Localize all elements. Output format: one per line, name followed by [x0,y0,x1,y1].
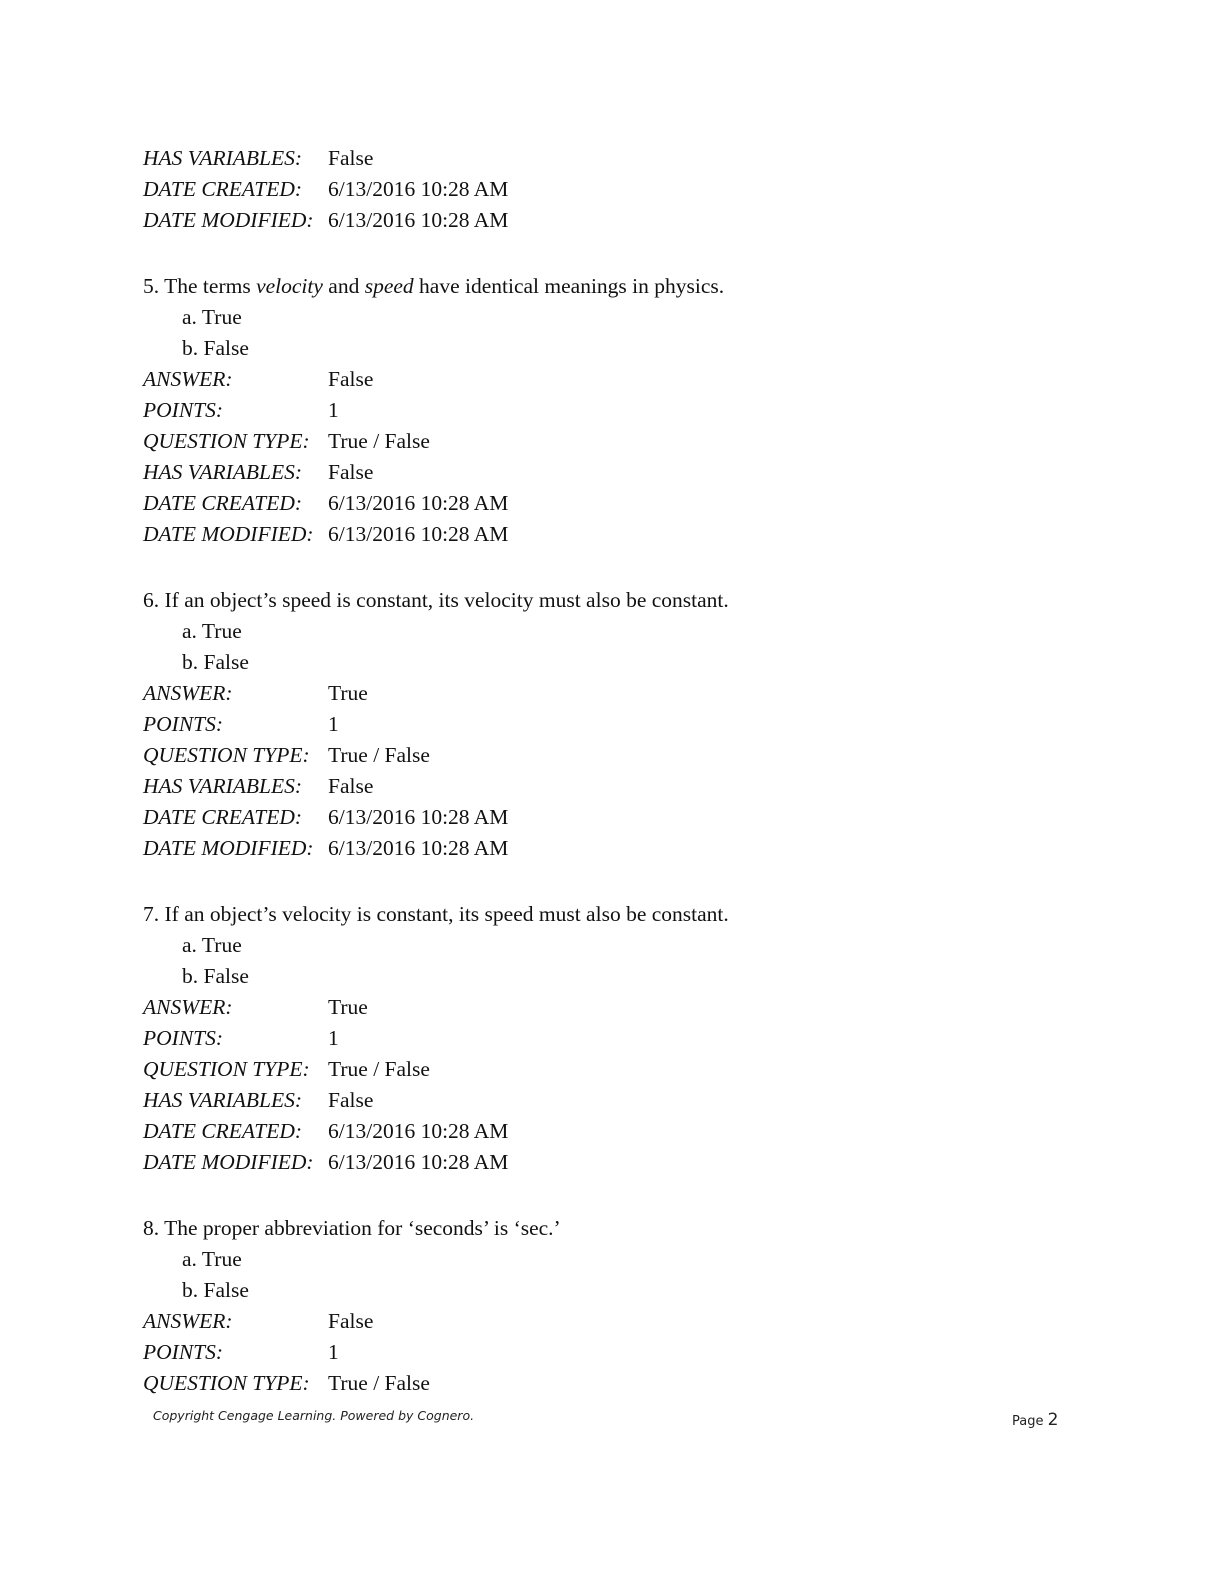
meta-value: True / False [328,1057,430,1081]
meta-label: HAS VARIABLES: [143,460,303,484]
meta-label: QUESTION TYPE: [143,429,310,453]
meta-row [143,833,1103,864]
meta-value: False [328,774,374,798]
meta-value: 6/13/2016 10:28 AM [328,491,509,515]
answer-option: b. False [182,964,249,988]
meta-label: DATE CREATED: [143,177,303,201]
meta-label: ANSWER: [143,1309,233,1333]
meta-label: HAS VARIABLES: [143,146,303,170]
meta-label: DATE MODIFIED: [143,1150,314,1174]
meta-value: 6/13/2016 10:28 AM [328,836,509,860]
meta-row [143,740,1103,771]
italic-term: velocity [256,274,323,298]
meta-row [143,1337,1103,1368]
meta-value: True / False [328,1371,430,1395]
answer-option: b. False [182,336,249,360]
meta-label: POINTS: [143,712,224,736]
meta-label: ANSWER: [143,681,233,705]
answer-option: a. True [182,305,242,329]
meta-value: 1 [328,712,339,736]
meta-label: DATE CREATED: [143,491,303,515]
meta-value: False [328,367,374,391]
meta-label: ANSWER: [143,995,233,1019]
meta-row [143,1085,1103,1116]
meta-value: 6/13/2016 10:28 AM [328,522,509,546]
question-block [143,585,1103,864]
meta-row [143,395,1103,426]
meta-row [143,519,1103,550]
meta-label: ANSWER: [143,367,233,391]
meta-value: 1 [328,398,339,422]
question-block [143,899,1103,1178]
meta-row [143,1023,1103,1054]
meta-value: 6/13/2016 10:28 AM [328,177,509,201]
meta-row [143,205,1103,236]
meta-row [143,174,1103,205]
question-block [143,271,1103,550]
question-text: 6. If an object’s speed is constant, its velocity must also be constant. [143,588,729,612]
meta-value: 6/13/2016 10:28 AM [328,1150,509,1174]
meta-row [143,1368,1103,1399]
meta-value: 1 [328,1026,339,1050]
meta-row [143,143,1103,174]
meta-row [143,992,1103,1023]
meta-label: POINTS: [143,398,224,422]
meta-label: HAS VARIABLES: [143,1088,303,1112]
question-text: 8. The proper abbreviation for ‘seconds’ is ‘sec.’ [143,1216,561,1240]
meta-value: False [328,460,374,484]
meta-label: DATE CREATED: [143,1119,303,1143]
question-text: 5. The terms velocity and speed have identical meanings in physics. [143,274,725,298]
page-number: 2 [1047,1410,1059,1430]
answer-option: a. True [182,933,242,957]
meta-label: QUESTION TYPE: [143,743,310,767]
question-text: 7. If an object’s velocity is constant, its speed must also be constant. [143,902,729,926]
meta-value: False [328,1309,374,1333]
meta-row [143,1116,1103,1147]
meta-value: 1 [328,1340,339,1364]
page-number-footer [1012,1410,1058,1430]
meta-row [143,426,1103,457]
italic-term: speed [364,274,414,298]
question-number: 8. [143,1216,160,1240]
meta-value: False [328,1088,374,1112]
answer-option: b. False [182,650,249,674]
question-number: 7. [143,902,160,926]
page-label: Page [1012,1414,1044,1429]
meta-row [143,457,1103,488]
meta-value: True [328,681,368,705]
meta-label: POINTS: [143,1026,224,1050]
meta-label: DATE MODIFIED: [143,208,314,232]
meta-row [143,771,1103,802]
meta-row [143,709,1103,740]
meta-label: DATE MODIFIED: [143,522,314,546]
question-number: 5. [143,274,160,298]
meta-label: QUESTION TYPE: [143,1057,310,1081]
meta-row [143,364,1103,395]
meta-row [143,678,1103,709]
meta-row [143,1054,1103,1085]
page-content [143,143,1103,1399]
meta-value: True / False [328,743,430,767]
meta-row [143,1147,1103,1178]
meta-label: QUESTION TYPE: [143,1371,310,1395]
copyright-footer: Copyright Cengage Learning. Powered by Cognero. [153,1408,475,1423]
question-block [143,1213,1103,1399]
meta-row [143,488,1103,519]
meta-label: HAS VARIABLES: [143,774,303,798]
meta-label: DATE CREATED: [143,805,303,829]
meta-value: True [328,995,368,1019]
question-number: 6. [143,588,160,612]
meta-value: 6/13/2016 10:28 AM [328,208,509,232]
meta-row [143,1306,1103,1337]
answer-option: a. True [182,619,242,643]
answer-option: b. False [182,1278,249,1302]
meta-label: DATE MODIFIED: [143,836,314,860]
top-meta-block [143,143,1103,236]
meta-value: True / False [328,429,430,453]
answer-option: a. True [182,1247,242,1271]
meta-value: False [328,146,374,170]
meta-value: 6/13/2016 10:28 AM [328,805,509,829]
meta-value: 6/13/2016 10:28 AM [328,1119,509,1143]
meta-row [143,802,1103,833]
meta-label: POINTS: [143,1340,224,1364]
